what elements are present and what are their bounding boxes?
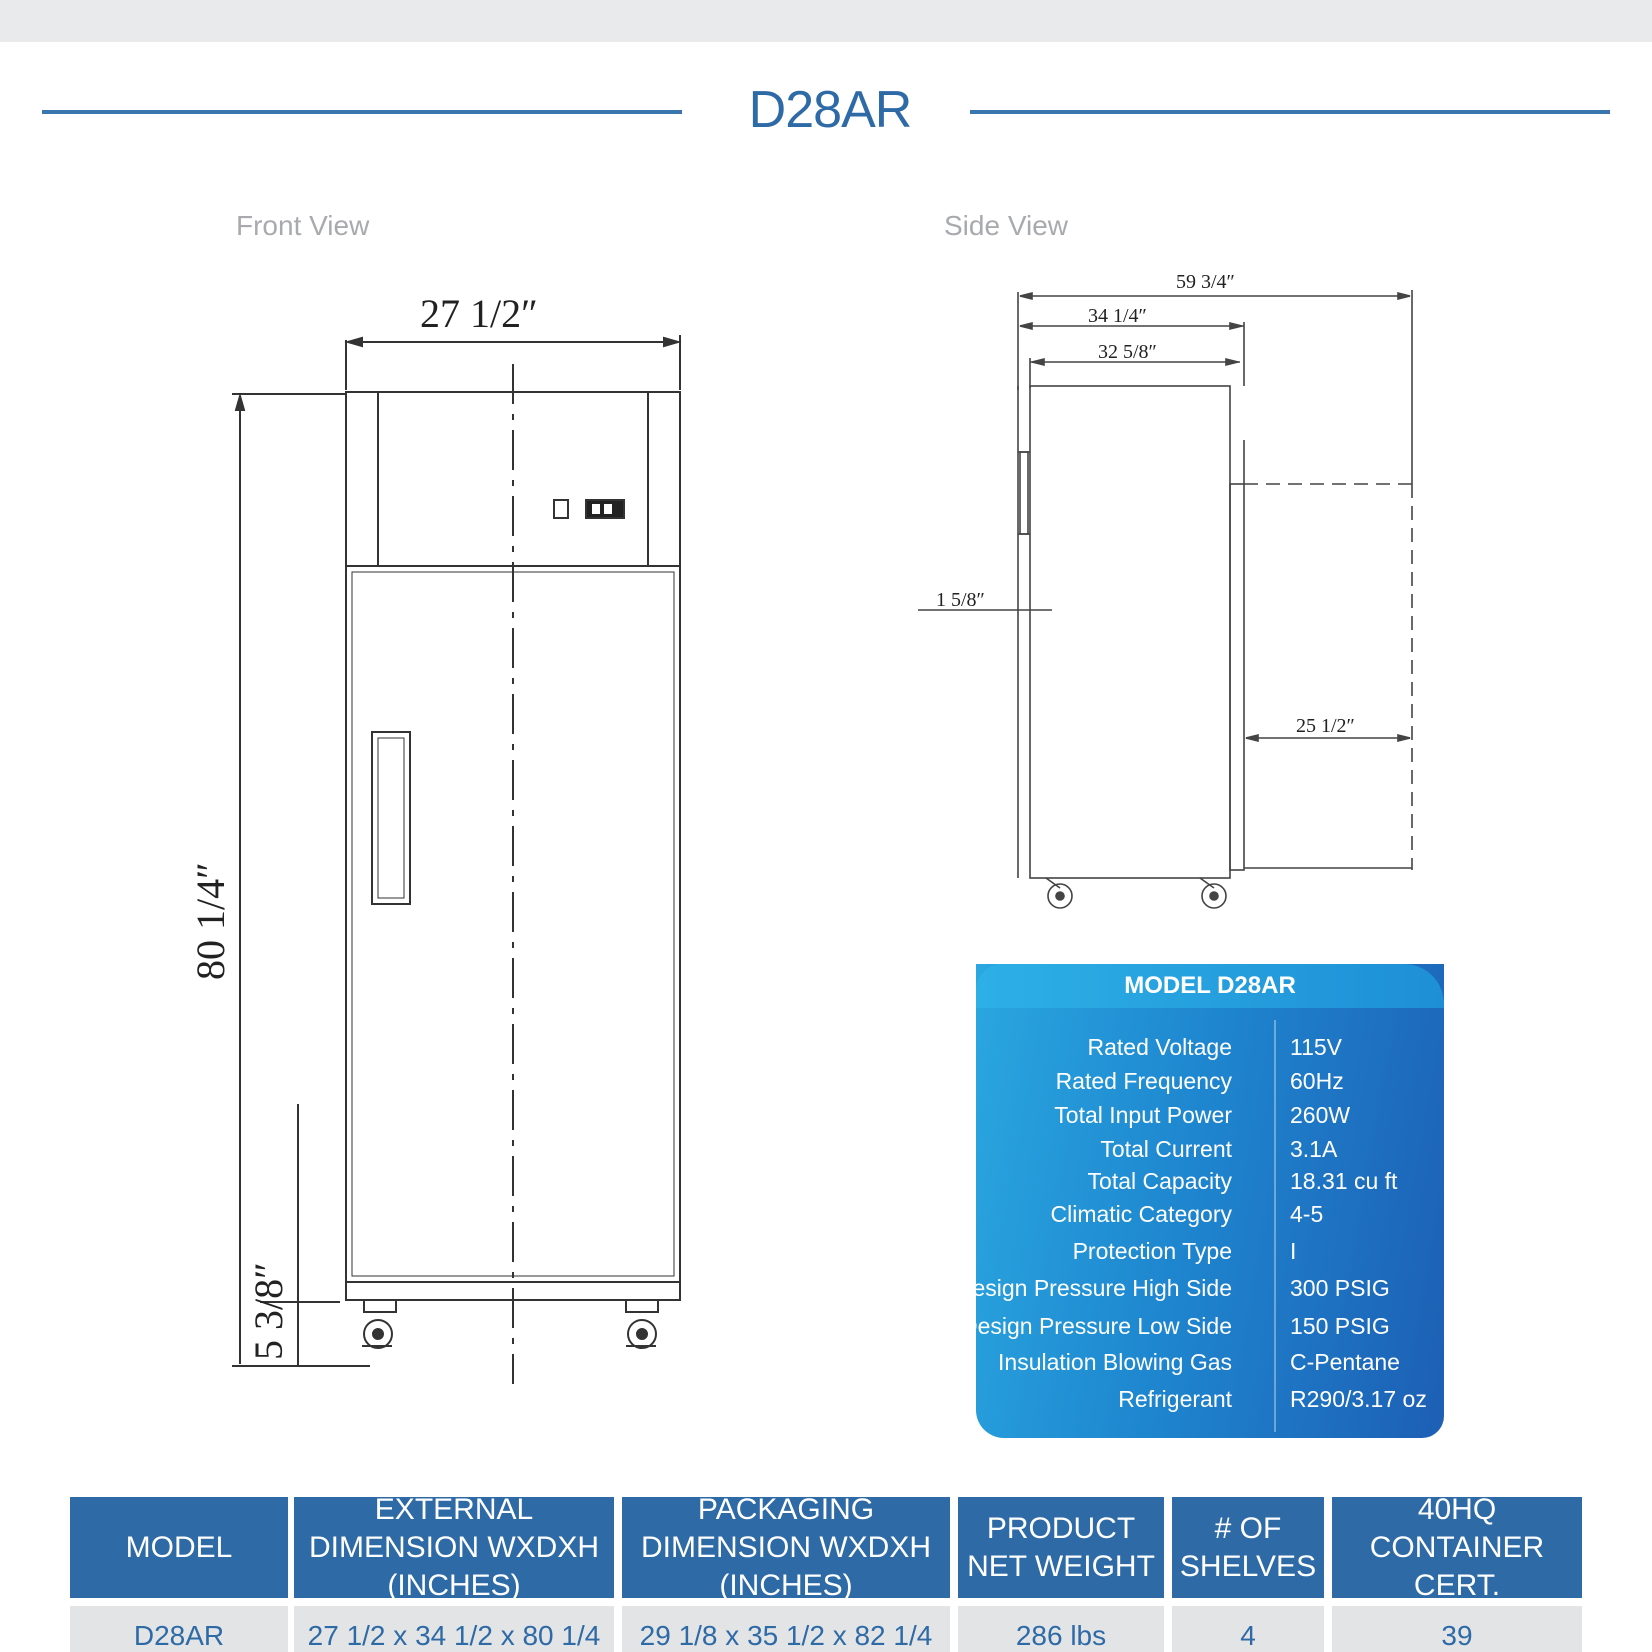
table-cell-packaging-dimension: 29 1/8 x 35 1/2 x 82 1/4 bbox=[622, 1606, 950, 1652]
spec-row bbox=[976, 1102, 1444, 1134]
side-view-label: Side View bbox=[944, 210, 1069, 241]
spec-value: 150 PSIG bbox=[1290, 1313, 1390, 1339]
spec-row bbox=[976, 1034, 1444, 1066]
spec-label: Rated Voltage bbox=[1087, 1034, 1232, 1060]
front-width-dimension: 27 1/2″ bbox=[420, 291, 538, 336]
side-view-drawing bbox=[918, 290, 1412, 908]
spec-row bbox=[976, 1386, 1444, 1418]
spec-label: Total Current bbox=[1100, 1136, 1232, 1162]
table-header-container-cert: 40HQ CONTAINER CERT. bbox=[1332, 1497, 1582, 1598]
spec-value: R290/3.17 oz bbox=[1290, 1386, 1427, 1412]
table-cell-container-cert: 39 bbox=[1332, 1606, 1582, 1652]
spec-row bbox=[976, 1349, 1444, 1381]
spec-label: Rated Frequency bbox=[1055, 1068, 1232, 1094]
front-view-label: Front View bbox=[236, 210, 370, 241]
spec-value: 18.31 cu ft bbox=[1290, 1168, 1398, 1194]
front-view-drawing bbox=[232, 335, 680, 1384]
spec-row bbox=[976, 1136, 1444, 1168]
spec-row bbox=[976, 1068, 1444, 1100]
page-title: D28AR bbox=[748, 81, 912, 139]
table-cell-net-weight: 286 lbs bbox=[958, 1606, 1164, 1652]
spec-value: C-Pentane bbox=[1290, 1349, 1400, 1375]
table-header-model: MODEL bbox=[70, 1497, 288, 1598]
spec-value: I bbox=[1290, 1238, 1297, 1264]
spec-label: Total Input Power bbox=[1054, 1102, 1232, 1128]
side-body-depth-dimension: 32 5/8″ bbox=[1098, 341, 1157, 363]
front-height-dimension: 80 1/4″ bbox=[188, 862, 233, 980]
front-caster-dimension: 5 3/8″ bbox=[246, 1262, 291, 1360]
side-door-dimension: 25 1/2″ bbox=[1296, 715, 1355, 737]
table-header-net-weight: PRODUCT NET WEIGHT bbox=[958, 1497, 1164, 1598]
spec-label: Total Capacity bbox=[1087, 1168, 1232, 1194]
spec-label: Design Pressure Low Side bbox=[960, 1313, 1232, 1339]
table-header-external-dimension: EXTERNAL DIMENSION WXDXH (INCHES) bbox=[294, 1497, 614, 1598]
spec-value: 260W bbox=[1290, 1102, 1351, 1128]
spec-row bbox=[976, 1168, 1444, 1200]
table-cell-shelves: 4 bbox=[1172, 1606, 1324, 1652]
spec-panel-title: MODEL D28AR bbox=[976, 964, 1444, 1008]
side-door-open-dimension: 59 3/4″ bbox=[1176, 271, 1235, 293]
spec-row bbox=[976, 1201, 1444, 1233]
spec-label: Insulation Blowing Gas bbox=[998, 1349, 1232, 1375]
spec-label: Refrigerant bbox=[1118, 1386, 1232, 1412]
table-cell-external-dimension: 27 1/2 x 34 1/2 x 80 1/4 bbox=[294, 1606, 614, 1652]
spec-label: Protection Type bbox=[1072, 1238, 1232, 1264]
spec-row bbox=[960, 1313, 1444, 1345]
table-header-packaging-dimension: PACKAGING DIMENSION WXDXH (INCHES) bbox=[622, 1497, 950, 1598]
table-header-shelves: # OF SHELVES bbox=[1172, 1497, 1324, 1598]
spec-value: 300 PSIG bbox=[1290, 1275, 1390, 1301]
spec-value: 4-5 bbox=[1290, 1201, 1324, 1227]
spec-value: 60Hz bbox=[1290, 1068, 1344, 1094]
spec-label: Climatic Category bbox=[1050, 1201, 1232, 1227]
spec-label: Design Pressure High Side bbox=[955, 1275, 1232, 1301]
table-cell-model: D28AR bbox=[70, 1606, 288, 1652]
spec-row bbox=[955, 1275, 1444, 1307]
spec-row bbox=[976, 1238, 1444, 1270]
side-handle-dimension: 1 5/8″ bbox=[936, 589, 985, 611]
side-total-depth-dimension: 34 1/4″ bbox=[1088, 305, 1147, 327]
spec-value: 3.1A bbox=[1290, 1136, 1338, 1162]
spec-value: 115V bbox=[1290, 1034, 1343, 1060]
